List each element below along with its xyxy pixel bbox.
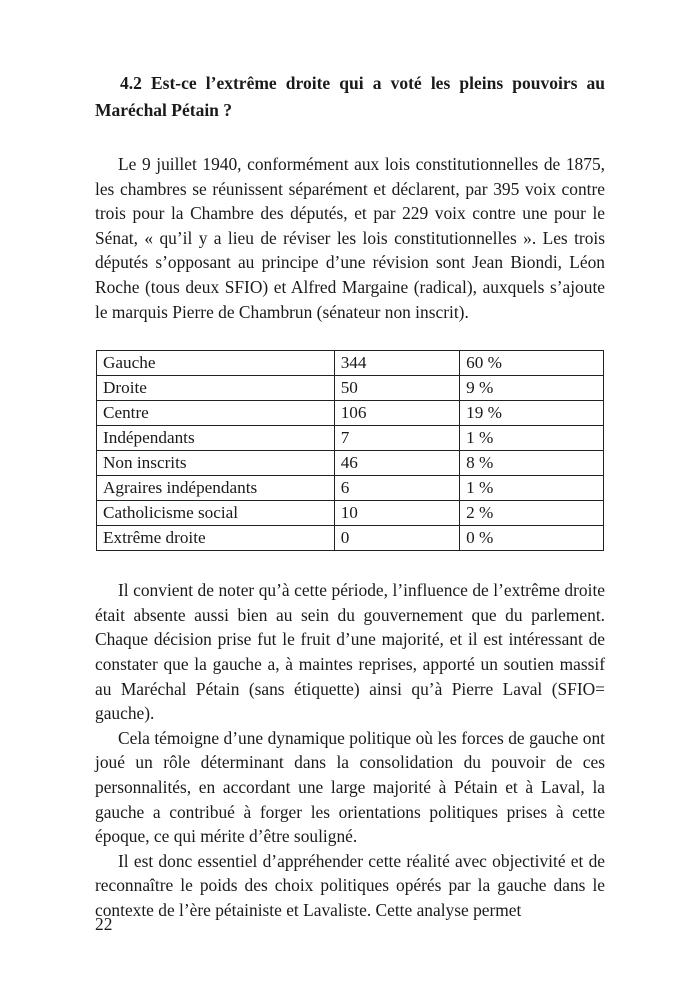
percent-cell: 1 % [460, 476, 604, 501]
percent-cell: 19 % [460, 401, 604, 426]
votes-cell: 0 [334, 526, 459, 551]
table-row [97, 351, 604, 376]
percent-cell: 9 % [460, 376, 604, 401]
percent-cell: 0 % [460, 526, 604, 551]
table-row [97, 501, 604, 526]
percent-cell: 2 % [460, 501, 604, 526]
body-paragraph: Il est donc essentiel d’appréhender cette réalité avec objectivité et de reconnaître le poids des choix politiques opérés par la gauche dans le contexte de l’ère pétainiste et Lavaliste. Cette analyse permet [95, 850, 605, 920]
group-cell: Indépendants [97, 426, 335, 451]
votes-cell: 7 [334, 426, 459, 451]
table-row [97, 401, 604, 426]
table-row [97, 451, 604, 476]
votes-cell: 6 [334, 476, 459, 501]
percent-cell: 8 % [460, 451, 604, 476]
votes-cell: 46 [334, 451, 459, 476]
group-cell: Extrême droite [97, 526, 335, 551]
group-cell: Agraires indépendants [97, 476, 335, 501]
votes-cell: 106 [334, 401, 459, 426]
body-paragraph: Il convient de noter qu’à cette période, l’influence de l’extrême droite était absente aussi bien au sein du gouvernement que du parlement. Chaque décision prise fut le fruit d’une majorité, et il est intéressant de constater que la gauche a, à maintes reprises, apporté un soutien massif au Maréchal Pétain (sans étiquette) ainsi qu’à Pierre Laval (SFIO= gauche). [95, 580, 605, 724]
votes-cell: 50 [334, 376, 459, 401]
intro-paragraph: Le 9 juillet 1940, conformément aux lois constitutionnelles de 1875, les chambres se réunissent séparément et déclarent, par 395 voix contre trois pour la Chambre des députés, et par 229 voix contre une pour le Sénat, « qu’il y a lieu de réviser les lois constitutionnelles ». Les trois députés s’opposant au principe d’une révision sont Jean Biondi, Léon Roche (tous deux SFIO) et Alfred Margaine (radical), auxquels s’ajoute le marquis Pierre de Chambrun (sénateur non inscrit). [95, 154, 605, 322]
table-row [97, 426, 604, 451]
percent-cell: 1 % [460, 426, 604, 451]
page-content [95, 70, 605, 922]
vote-results-table [96, 350, 604, 551]
votes-cell: 10 [334, 501, 459, 526]
table-row [97, 376, 604, 401]
body-paragraph: Cela témoigne d’une dynamique politique où les forces de gauche ont joué un rôle déterminant dans la consolidation du pouvoir de ces personnalités, en accordant une large majorité à Pétain et à Laval, la gauche a contribué à forger les orientations politiques prises à cette époque, ce qui mérite d’être souligné. [95, 727, 605, 847]
group-cell: Gauche [97, 351, 335, 376]
group-cell: Catholicisme social [97, 501, 335, 526]
group-cell: Droite [97, 376, 335, 401]
votes-cell: 344 [334, 351, 459, 376]
percent-cell: 60 % [460, 351, 604, 376]
group-cell: Non inscrits [97, 451, 335, 476]
table-row [97, 476, 604, 501]
table-row [97, 526, 604, 551]
group-cell: Centre [97, 401, 335, 426]
page-number: 22 [95, 914, 113, 934]
section-heading: 4.2 Est-ce l’extrême droite qui a voté les pleins pouvoirs au Maréchal Pétain ? [95, 73, 605, 120]
